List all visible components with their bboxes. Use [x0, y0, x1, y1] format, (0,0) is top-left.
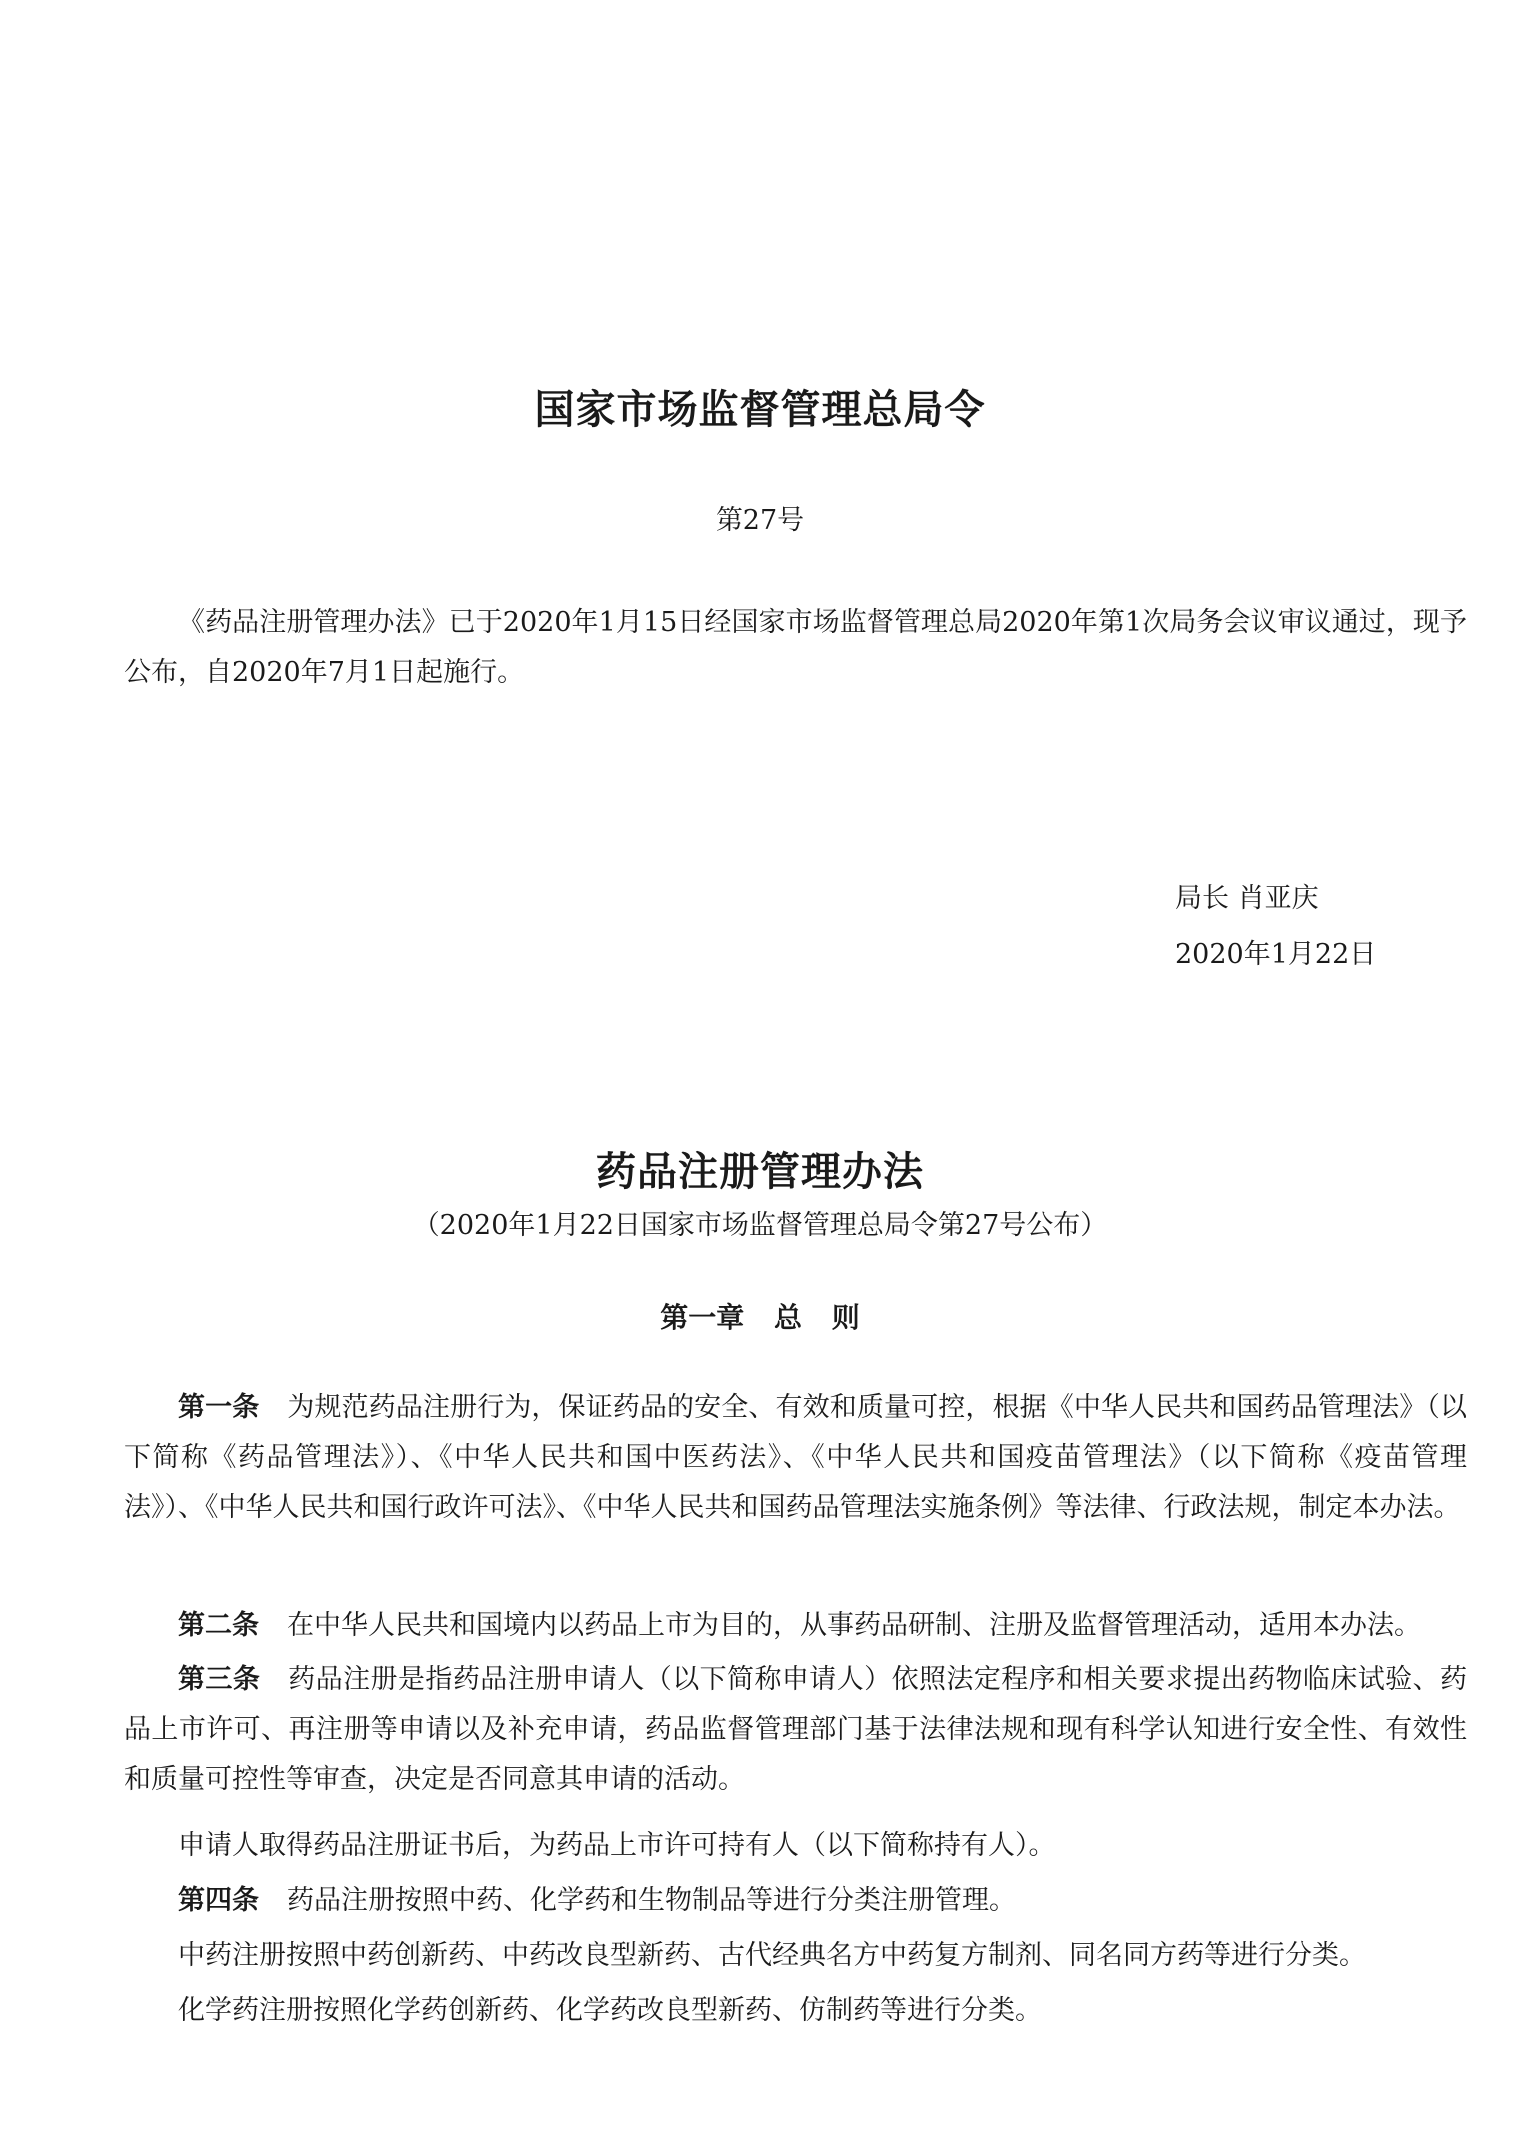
- chapter-heading: 第一章 总 则: [660, 1301, 860, 1334]
- article-label: 第二条: [178, 1610, 259, 1641]
- article-text: 药品注册是指药品注册申请人（以下简称申请人）依照法定程序和相关要求提出药物临床试验、药品上市许可、再注册等申请以及补充申请，药品监督管理部门基于法律法规和现有科学认知进行安全性、有效性和质量可控性等审查，决定是否同意其申请的活动。: [124, 1664, 1468, 1795]
- article-label: 第一条: [178, 1392, 260, 1423]
- article-3-paragraph-2: 申请人取得药品注册证书后，为药品上市许可持有人（以下简称持有人）。: [178, 1830, 1056, 1861]
- article-label: 第三条: [178, 1664, 261, 1695]
- order-date: 2020年1月22日: [1175, 939, 1377, 970]
- document-title: 药品注册管理办法: [596, 1148, 924, 1195]
- order-title: 国家市场监督管理总局令: [534, 386, 986, 433]
- article-text: 为规范药品注册行为，保证药品的安全、有效和质量可控，根据《中华人民共和国药品管理法》（以下简称《药品管理法》）、《中华人民共和国中医药法》、《中华人民共和国疫苗管理法》（以下简称《疫苗管理法》）、《中华人民共和国行政许可法》、《中华人民共和国药品管理法实施条例》等法律、行政法规，制定本办法。: [124, 1392, 1467, 1523]
- article-4-paragraph-3: 化学药注册按照化学药创新药、化学药改良型新药、仿制药等进行分类。: [178, 1995, 1042, 2026]
- article-text: 药品注册按照中药、化学药和生物制品等进行分类注册管理。: [287, 1885, 1016, 1916]
- order-number: 第27号: [715, 505, 805, 536]
- article-label: 第四条: [178, 1885, 259, 1916]
- article-4: [124, 1876, 1467, 1926]
- document-subtitle: （2020年1月22日国家市场监督管理总局令第27号公布）: [412, 1210, 1108, 1241]
- article-text: 在中华人民共和国境内以药品上市为目的，从事药品研制、注册及监督管理活动，适用本办法。: [287, 1610, 1421, 1641]
- order-body: 《药品注册管理办法》已于2020年1月15日经国家市场监督管理总局2020年第1次局务会议审议通过，现予公布，自2020年7月1日起施行。: [124, 607, 1467, 688]
- signatory: 局长 肖亚庆: [1175, 883, 1319, 914]
- article-4-paragraph-2: 中药注册按照中药创新药、中药改良型新药、古代经典名方中药复方制剂、同名同方药等进行分类。: [178, 1940, 1366, 1971]
- article-2: [124, 1601, 1467, 1651]
- article-1: [124, 1383, 1467, 1533]
- article-3: [124, 1655, 1467, 1805]
